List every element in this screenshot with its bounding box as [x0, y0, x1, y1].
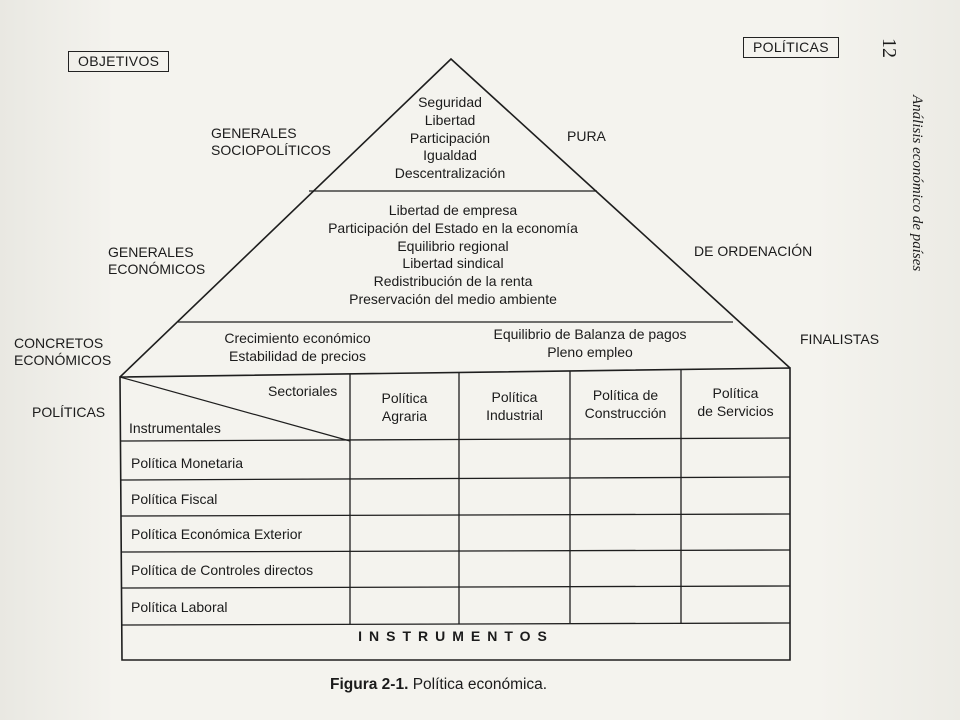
label-politicas-side: POLÍTICAS	[32, 404, 106, 420]
figure-title: Política económica.	[412, 676, 548, 693]
pyramid-bottom-left	[210, 330, 385, 366]
row-label-monetaria: Política Monetaria	[131, 455, 244, 471]
column-header-servicios: Política de Servicios	[697, 385, 774, 419]
tier-item: Seguridad	[418, 94, 482, 110]
label-generales-economicos: GENERALES ECONÓMICOS	[108, 244, 206, 277]
tier-item: Libertad	[424, 111, 476, 128]
row-label-exterior: Política Económica Exterior	[131, 526, 303, 542]
row-sep-header	[121, 438, 790, 441]
row-label-fiscal: Política Fiscal	[131, 491, 218, 507]
tier-item: Redistribución de la renta	[373, 273, 533, 290]
politicas-header-label: POLÍTICAS	[743, 37, 839, 58]
pyramid-top-tier	[370, 94, 530, 183]
pyramid-middle-tier	[300, 202, 606, 309]
tier-item: Descentralización	[394, 165, 506, 182]
label-concretos-economicos: CONCRETOS ECONÓMICOS	[14, 335, 112, 368]
label-de-ordenacion: DE ORDENACIÓN	[694, 243, 813, 259]
row-label-controles: Política de Controles directos	[131, 562, 314, 578]
tier-item: Libertad de empresa	[388, 202, 518, 218]
figure-caption	[330, 676, 547, 694]
row-sep-3	[121, 550, 790, 552]
label-pura: PURA	[567, 128, 606, 144]
tier-item: Preservación del medio ambiente	[349, 290, 557, 307]
table-corner-sectoriales: Sectoriales	[268, 383, 338, 399]
running-title: Análisis económico de países	[909, 95, 925, 272]
row-sep-5	[121, 623, 790, 625]
tier-item: Equilibrio regional	[397, 237, 509, 254]
page-number: 12	[878, 38, 900, 58]
objetivos-label: OBJETIVOS	[68, 51, 169, 72]
pyramid-bottom-right	[480, 326, 700, 362]
column-header-agraria: Política Agraria	[381, 390, 428, 424]
tier-item: Crecimiento económico	[224, 330, 371, 346]
tier-item: Igualdad	[423, 147, 477, 164]
row-sep-4	[121, 586, 790, 588]
label-finalistas: FINALISTAS	[800, 331, 880, 347]
tier-item: Libertad sindical	[402, 255, 504, 272]
tier-item: Estabilidad de precios	[229, 347, 366, 364]
table-corner-instrumentales: Instrumentales	[129, 420, 221, 436]
tier-item: Pleno empleo	[547, 343, 633, 360]
label-generales-sociopoliticos: GENERALES SOCIOPOLÍTICOS	[211, 125, 331, 158]
row-sep-1	[121, 477, 790, 480]
column-header-industrial: Política Industrial	[486, 389, 543, 423]
tier-item: Participación del Estado en la economía	[328, 219, 578, 236]
row-sep-2	[121, 514, 790, 516]
tier-item: Participación	[409, 129, 491, 146]
column-header-construccion: Política de Construcción	[584, 387, 667, 421]
row-label-laboral: Política Laboral	[131, 599, 228, 615]
tier-item: Equilibrio de Balanza de pagos	[493, 326, 687, 342]
figure-number: Figura 2-1.	[330, 676, 409, 693]
instrumentos-footer: INSTRUMENTOS	[358, 628, 554, 644]
